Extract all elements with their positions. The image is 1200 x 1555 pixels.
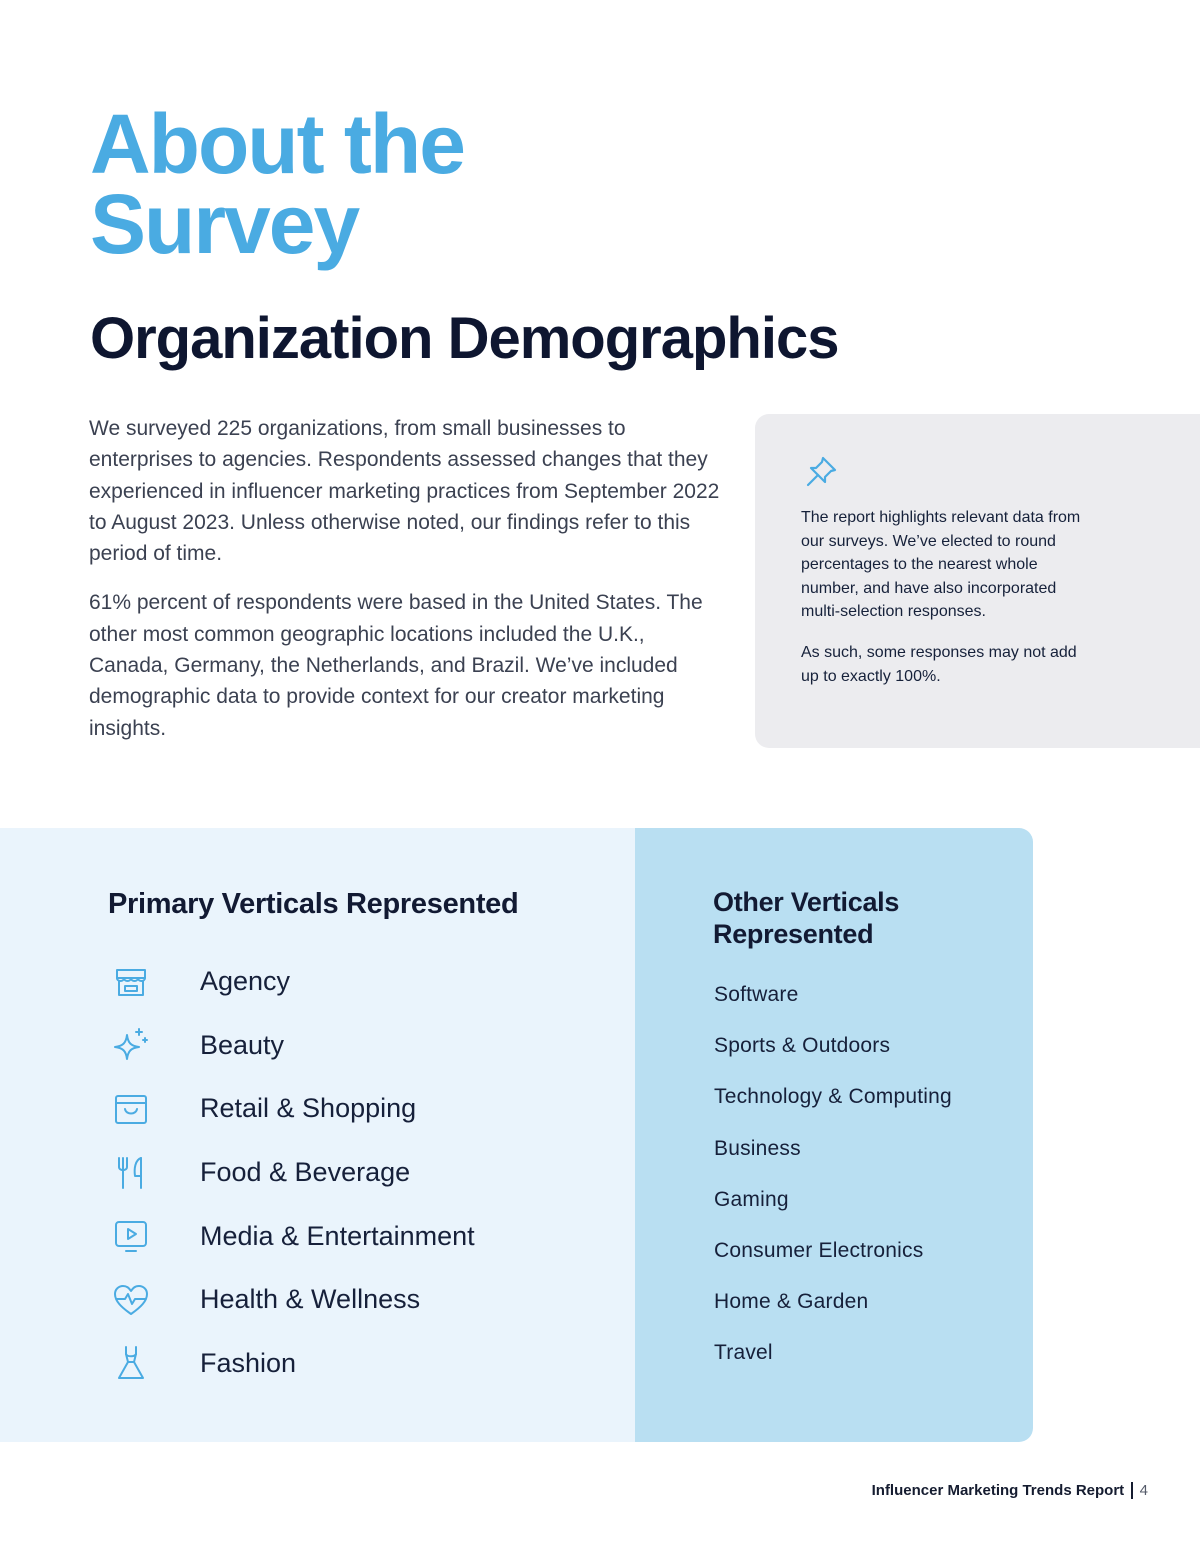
note-paragraph-1: The report highlights relevant data from our surveys. We’ve elected to round percentages to the nearest whole number, and have also incorporated multi-selection responses.: [801, 509, 1081, 621]
vertical-label: Beauty: [200, 1029, 285, 1060]
other-verticals-panel: [635, 828, 1033, 1442]
other-verticals-heading: Other Verticals Represented: [713, 887, 900, 949]
list-item: [108, 1141, 475, 1205]
list-item: [108, 950, 475, 1014]
primary-verticals-list: [108, 950, 475, 1395]
page-footer: [872, 1482, 1148, 1499]
list-item: Software: [714, 983, 799, 1006]
footer-divider: [1131, 1482, 1133, 1499]
verticals-section: [0, 828, 1033, 1442]
methodology-note: [755, 414, 1200, 748]
page-number: 4: [1139, 1482, 1148, 1499]
vertical-label: Health & Wellness: [200, 1284, 421, 1315]
vertical-label: Media & Entertainment: [200, 1220, 475, 1251]
primary-verticals-heading: Primary Verticals Represented: [108, 888, 519, 920]
list-item: [108, 1014, 475, 1078]
note-text: [801, 506, 1091, 688]
list-item: [108, 1077, 475, 1141]
intro-paragraph-1: We surveyed 225 organizations, from small businesses to enterprises to agencies. Respondents assessed changes that they experienced in influencer marketing practices from September 2022 to August 2023. Unless otherwise noted, our findings refer to this period of time.: [89, 417, 720, 566]
list-item: Home & Garden: [714, 1290, 869, 1314]
vertical-label: Retail & Shopping: [200, 1093, 417, 1124]
heartbeat-icon: [111, 1280, 151, 1320]
list-item: [108, 1268, 475, 1332]
hero-title-line-2: Survey: [90, 177, 359, 271]
storefront-icon: [111, 962, 151, 1002]
list-item: Sports & Outdoors: [714, 1034, 891, 1058]
section-title: Organization Demographics: [90, 306, 839, 371]
pin-icon: [801, 452, 841, 492]
list-item: Business: [714, 1136, 801, 1160]
vertical-label: Fashion: [200, 1347, 297, 1378]
hero-title: [90, 97, 464, 271]
list-item: Travel: [714, 1341, 773, 1365]
list-item: [108, 1332, 475, 1396]
dress-icon: [111, 1343, 151, 1383]
list-item: Technology & Computing: [714, 1085, 952, 1109]
vertical-label: Agency: [200, 966, 291, 997]
play-screen-icon: [111, 1216, 151, 1256]
fork-knife-icon: [111, 1153, 151, 1193]
intro-text: [89, 413, 729, 762]
other-verticals-list: [714, 976, 952, 1386]
list-item: [108, 1204, 475, 1268]
sparkle-icon: [111, 1025, 151, 1065]
list-item: Consumer Electronics: [714, 1238, 924, 1262]
vertical-label: Food & Beverage: [200, 1157, 411, 1188]
note-paragraph-2: As such, some responses may not add up to exactly 100%.: [801, 643, 1077, 685]
primary-verticals-panel: [0, 828, 635, 1442]
intro-paragraph-2: 61% percent of respondents were based in the United States. The other most common geographic locations included the U.K., Canada, Germany, the Netherlands, and Brazil. We’ve included demographic data to provide context for our creator marketing insights.: [89, 591, 703, 740]
hero-title-line-1: About the: [90, 97, 464, 191]
list-item: Gaming: [714, 1187, 789, 1211]
shopping-box-icon: [111, 1089, 151, 1129]
report-name: Influencer Marketing Trends Report: [871, 1482, 1125, 1499]
